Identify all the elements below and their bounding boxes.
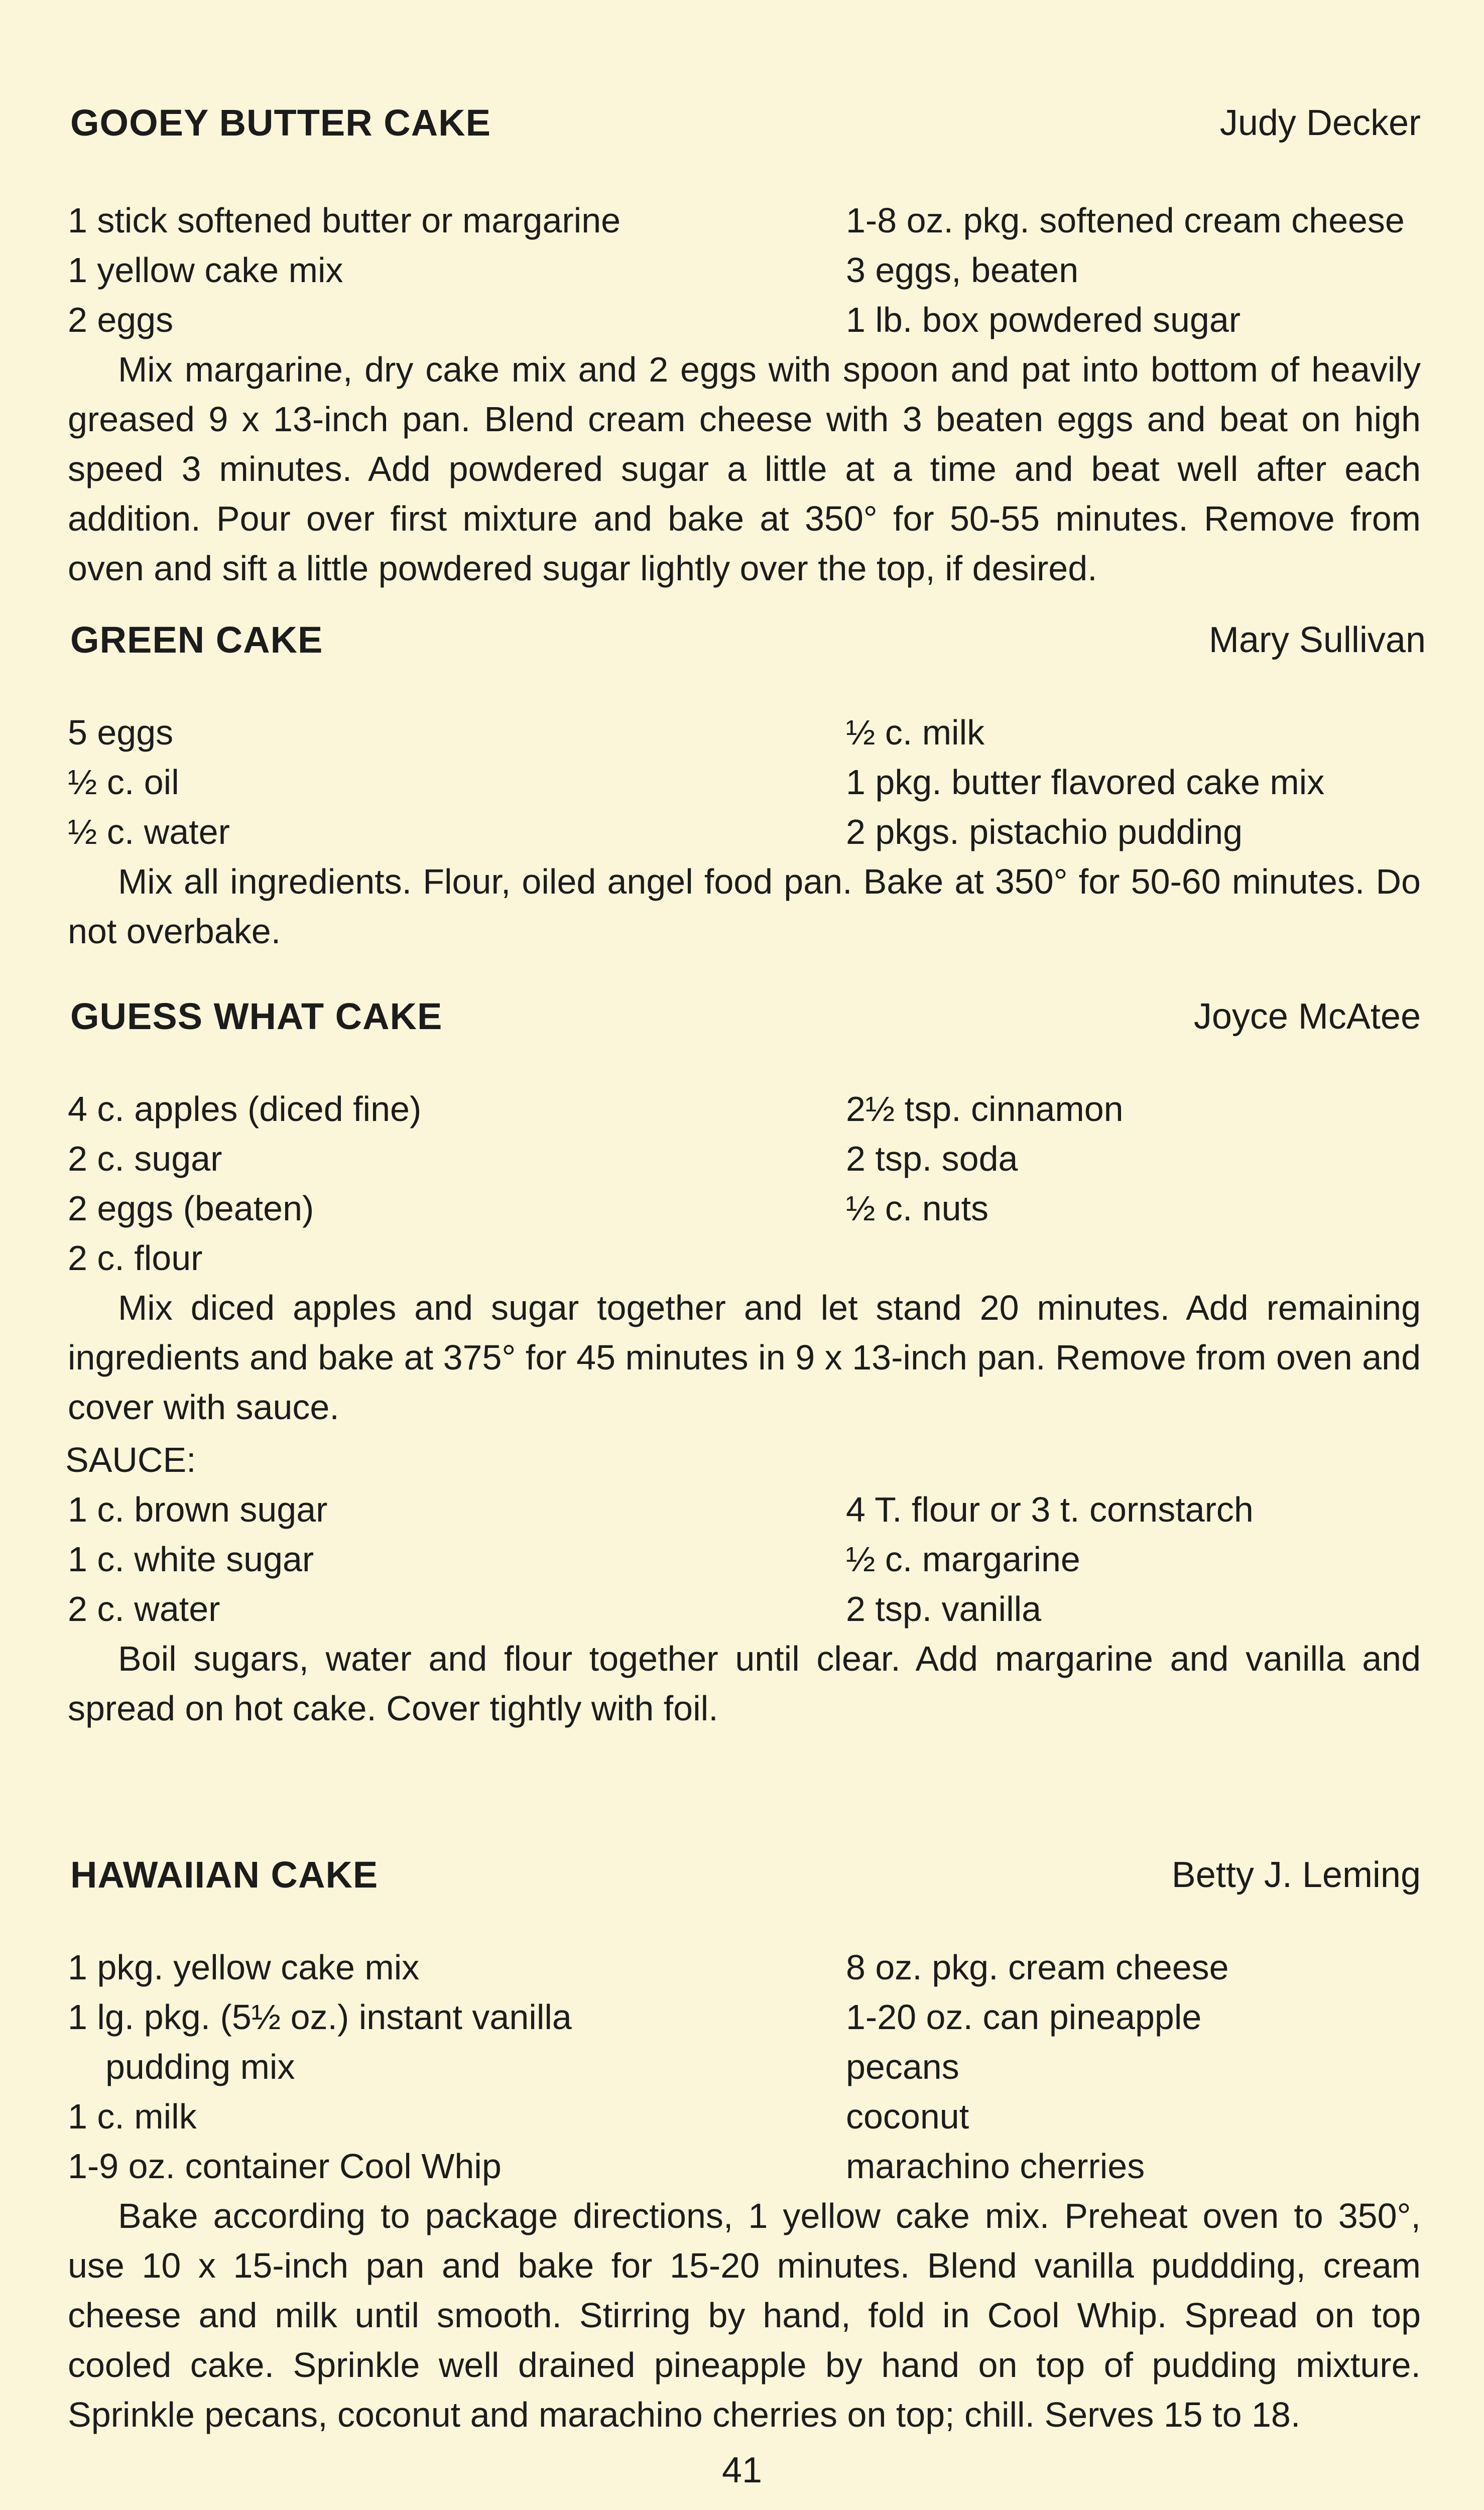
ingredient-item: 1 pkg. yellow cake mix bbox=[68, 1948, 420, 1987]
page-number: 41 bbox=[721, 2450, 763, 2490]
recipe-author: Mary Sullivan bbox=[1208, 620, 1426, 660]
recipe-directions: Mix diced apples and sugar together and let stand 20 minutes. Add remaining ingredients and bake at 375° for 45 minutes in 9 x 13-inch pan. Remove from oven and cover with sauce. bbox=[68, 1288, 1421, 1427]
ingredient-item: 2 tsp. soda bbox=[846, 1139, 1018, 1178]
ingredient-list bbox=[65, 196, 1421, 345]
ingredient-item: 8 oz. pkg. cream cheese bbox=[846, 1948, 1229, 1987]
ingredient-item: ½ c. nuts bbox=[846, 1189, 989, 1228]
ingredient-item: 1 c. white sugar bbox=[68, 1540, 314, 1579]
recipe-gooey-butter-cake bbox=[65, 95, 1421, 593]
ingredient-item: ½ c. milk bbox=[846, 713, 985, 752]
recipe-header bbox=[65, 612, 1426, 668]
ingredient-item: 1 pkg. butter flavored cake mix bbox=[846, 763, 1325, 802]
ingredient-item: ½ c. water bbox=[68, 812, 230, 851]
ingredient-item: 2 tsp. vanilla bbox=[846, 1589, 1042, 1628]
ingredient-item: ½ c. margarine bbox=[846, 1540, 1080, 1579]
ingredient-list bbox=[65, 1084, 1421, 1233]
recipe-author: Judy Decker bbox=[1219, 103, 1421, 143]
ingredient-item: 1 lg. pkg. (5½ oz.) instant vanilla bbox=[68, 1997, 572, 2037]
ingredient-item: 1-8 oz. pkg. softened cream cheese bbox=[846, 201, 1405, 240]
recipe-author: Joyce McAtee bbox=[1193, 996, 1421, 1037]
ingredient-list bbox=[65, 1943, 1421, 2191]
ingredient-item: pecans bbox=[846, 2047, 959, 2086]
sauce-directions: Boil sugars, water and flour together until clear. Add margarine and vanilla and spread on hot cake. Cover tightly with foil. bbox=[68, 1639, 1421, 1728]
recipe-guess-what-cake bbox=[65, 989, 1421, 1733]
ingredient-item: 2 c. sugar bbox=[68, 1139, 222, 1178]
sauce-ingredient-list bbox=[65, 1485, 1421, 1634]
recipe-author: Betty J. Leming bbox=[1171, 1855, 1421, 1895]
recipe-title: HAWAIIAN CAKE bbox=[70, 1854, 379, 1896]
ingredient-item: 2 pkgs. pistachio pudding bbox=[846, 812, 1243, 851]
ingredient-item: coconut bbox=[846, 2097, 969, 2136]
ingredient-item: 1 yellow cake mix bbox=[68, 250, 343, 290]
sauce-heading: SAUCE: bbox=[65, 1440, 196, 1479]
ingredient-item: 5 eggs bbox=[68, 713, 174, 752]
recipe-directions: Bake according to package directions, 1 yellow cake mix. Preheat oven to 350°, use 10 x 15-inch pan and bake for 15-20 minutes. Blend vanilla puddding, cream cheese and milk until smooth. Stirring by hand, fold in Cool Whip. Spread on top cooled cake. Sprinkle well drained pineapple by hand on top of pudding mixture. Sprinkle pecans, coconut and marachino cherries on top; chill. Serves 15 to 18. bbox=[68, 2196, 1421, 2434]
recipe-title: GREEN CAKE bbox=[70, 619, 323, 661]
recipe-header bbox=[65, 989, 1421, 1044]
recipe-green-cake bbox=[65, 612, 1426, 956]
ingredient-item: 2 eggs (beaten) bbox=[68, 1189, 314, 1228]
ingredient-item: 4 c. apples (diced fine) bbox=[68, 1089, 422, 1128]
ingredient-item: marachino cherries bbox=[846, 2147, 1145, 2186]
recipe-header bbox=[65, 95, 1421, 151]
recipe-title: GOOEY BUTTER CAKE bbox=[70, 102, 491, 144]
ingredient-item: 1 c. brown sugar bbox=[68, 1490, 328, 1529]
ingredient-item: 2 eggs bbox=[68, 300, 174, 339]
ingredient-item: 1 stick softened butter or margarine bbox=[68, 201, 621, 240]
ingredient-item: 2½ tsp. cinnamon bbox=[846, 1089, 1124, 1128]
ingredient-list bbox=[65, 708, 1421, 857]
ingredient-item: 1 lb. box powdered sugar bbox=[846, 300, 1241, 339]
ingredient-item: 4 T. flour or 3 t. cornstarch bbox=[846, 1490, 1254, 1529]
recipe-header bbox=[65, 1847, 1421, 1903]
ingredient-item: 1-9 oz. container Cool Whip bbox=[68, 2147, 502, 2186]
recipe-directions: Mix all ingredients. Flour, oiled angel food pan. Bake at 350° for 50-60 minutes. Do not overbake. bbox=[68, 862, 1421, 951]
recipe-title: GUESS WHAT CAKE bbox=[70, 995, 443, 1037]
ingredient-item: pudding mix bbox=[105, 2047, 295, 2086]
ingredient-item: 2 c. flour bbox=[68, 1238, 203, 1278]
ingredient-item: 1-20 oz. can pineapple bbox=[846, 1997, 1202, 2037]
ingredient-item: 3 eggs, beaten bbox=[846, 250, 1079, 290]
ingredient-item: ½ c. oil bbox=[68, 763, 179, 802]
recipe-directions: Mix margarine, dry cake mix and 2 eggs with spoon and pat into bottom of heavily greased 9 x 13-inch pan. Blend cream cheese with 3 beaten eggs and beat on high speed 3 minutes. Add powdered sugar a little at a time and beat well after each addition. Pour over first mixture and bake at 350° for 50-55 minutes. Remove from oven and sift a little powdered sugar lightly over the top, if desired. bbox=[68, 350, 1421, 588]
ingredient-item: 2 c. water bbox=[68, 1589, 220, 1628]
ingredient-item: 1 c. milk bbox=[68, 2097, 197, 2136]
recipe-hawaiian-cake bbox=[65, 1847, 1421, 2440]
